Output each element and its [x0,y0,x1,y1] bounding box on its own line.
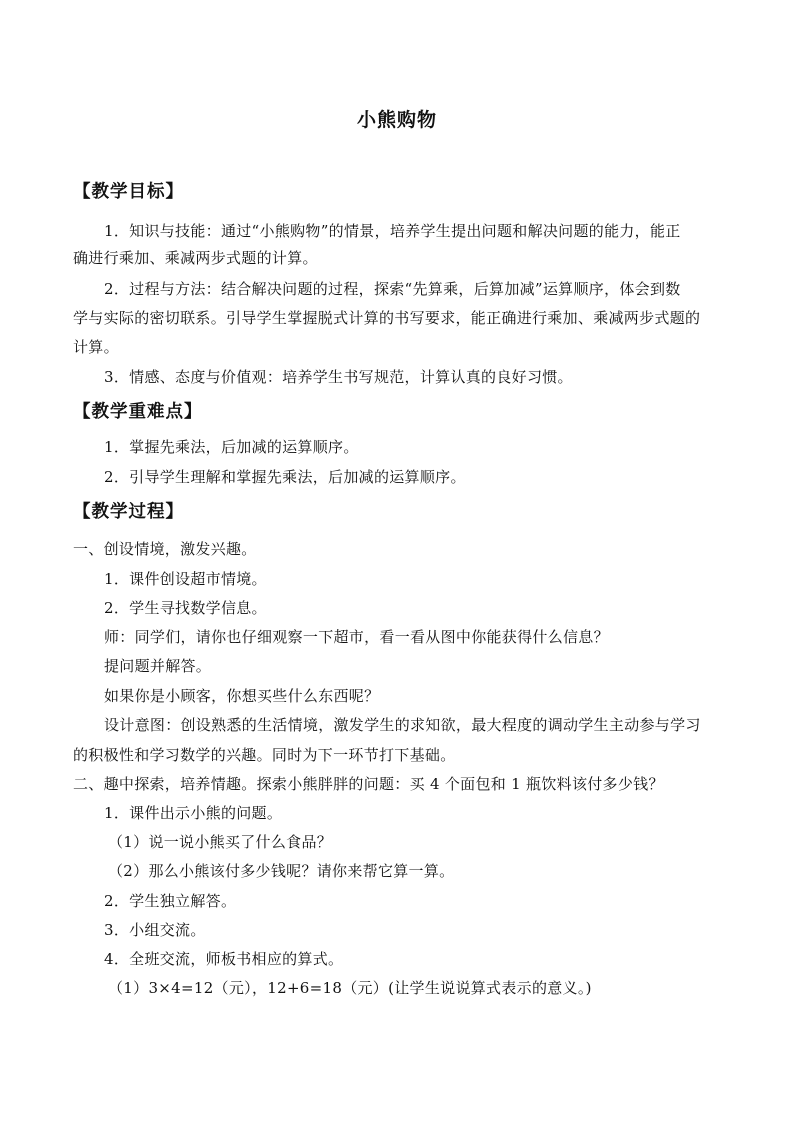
paragraph-line: 设计意图：创设熟悉的生活情境，激发学生的求知欲，最大程度的调动学生主动参与学习 [104,716,701,734]
paragraph-line: （1）说一说小熊买了什么食品？ [108,833,333,851]
paragraph-line: 师：同学们，请你也仔细观察一下超市，看一看从图中你能获得什么信息？ [104,628,609,646]
paragraph-line: （2）那么小熊该付多少钱呢？请你来帮它算一算。 [108,862,455,880]
paragraph-line: 2．学生寻找数学信息。 [104,599,267,617]
paragraph-line: 如果你是小顾客，你想买些什么东西呢？ [104,687,380,705]
section-heading-goals: 【教学目标】 [73,182,184,202]
paragraph-line: 1．掌握先乘法，后加减的运算顺序。 [104,438,359,456]
paragraph-line: 2．引导学生理解和掌握先乘法，后加减的运算顺序。 [104,468,466,486]
paragraph-line: 2．过程与方法：结合解决问题的过程，探索“先算乘，后算加减”运算顺序，体会到数 [104,280,681,298]
paragraph-line: 计算。 [73,338,119,356]
paragraph-line: 1．知识与技能：通过“小熊购物”的情景，培养学生提出问题和解决问题的能力，能正 [104,222,681,240]
paragraph-line: 一、创设情境，激发兴趣。 [73,540,257,558]
document-title: 小熊购物 [356,109,437,131]
paragraph-line: 提问题并解答。 [104,657,212,675]
section-heading-process: 【教学过程】 [73,502,184,522]
paragraph-line: 二、趣中探索，培养情趣。探索小熊胖胖的问题：买 4 个面包和 1 瓶饮料该付多少钱？ [73,775,664,793]
paragraph-line: 4．全班交流，师板书相应的算式。 [104,950,344,968]
paragraph-line: 的积极性和学习数学的兴趣。同时为下一环节打下基础。 [73,746,456,764]
paragraph-line: 学与实际的密切联系。引导学生掌握脱式计算的书写要求，能正确进行乘加、乘减两步式题的 [73,309,701,327]
paragraph-line: （1）3×4=12（元），12+6=18（元）(让学生说说算式表示的意义。) [108,979,592,997]
paragraph-line: 2．学生独立解答。 [104,892,237,910]
paragraph-line: 3．小组交流。 [104,921,206,939]
paragraph-line: 1．课件出示小熊的问题。 [104,804,283,822]
paragraph-line: 确进行乘加、乘减两步式题的计算。 [73,249,318,267]
paragraph-line: 1．课件创设超市情境。 [104,570,267,588]
section-heading-difficulty: 【教学重难点】 [73,402,203,422]
paragraph-line: 3．情感、态度与价值观：培养学生书写规范，计算认真的良好习惯。 [104,368,573,386]
